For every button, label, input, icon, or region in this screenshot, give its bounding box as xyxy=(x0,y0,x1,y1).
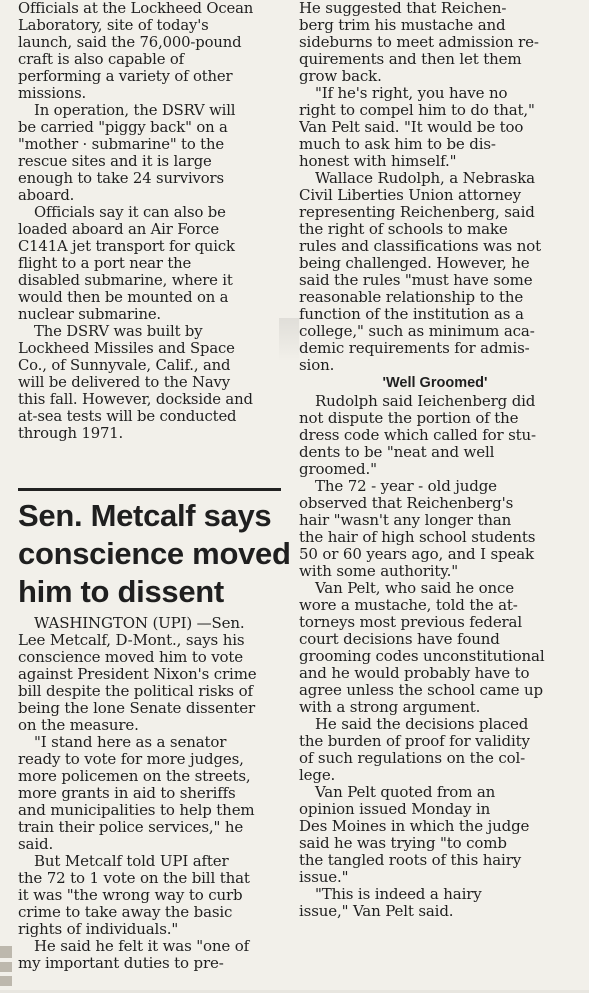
article-line: demic requirements for admis- xyxy=(299,340,530,357)
article-line: with some authority." xyxy=(299,563,459,580)
article-line: being the lone Senate dissenter xyxy=(18,700,255,717)
article-line: In operation, the DSRV will xyxy=(34,102,236,119)
article-line: opinion issued Monday in xyxy=(299,801,491,818)
article-line: college," such as minimum aca- xyxy=(299,323,535,340)
article-line: dress code which called for stu- xyxy=(299,427,536,444)
article-line: train their police services," he xyxy=(18,819,244,836)
headline-line: him to dissent xyxy=(18,574,224,609)
article-line: more grants in aid to sheriffs xyxy=(18,785,236,802)
article-line: Van Pelt quoted from an xyxy=(315,784,496,801)
article-line: 50 or 60 years ago, and I speak xyxy=(299,546,534,563)
article-line: "mother · submarine" to the xyxy=(18,136,224,153)
article-line: reasonable relationship to the xyxy=(299,289,524,306)
article-line: at-sea tests will be conducted xyxy=(18,408,237,425)
article-line: ready to vote for more judges, xyxy=(18,751,244,768)
article-line: rules and classifications was not xyxy=(299,238,541,255)
article-line: craft is also capable of xyxy=(18,51,184,68)
article-line: berg trim his mustache and xyxy=(299,17,506,34)
article-line: this fall. However, dockside and xyxy=(18,391,253,408)
article-line: the right of schools to make xyxy=(299,221,508,238)
article-line: Officials say it can also be xyxy=(34,204,226,221)
article-line: But Metcalf told UPI after xyxy=(34,853,229,870)
article-line: rights of individuals." xyxy=(18,921,179,938)
article-line: The 72 - year - old judge xyxy=(315,478,497,495)
article-line: enough to take 24 survivors xyxy=(18,170,224,187)
article-line: bill despite the political risks of xyxy=(18,683,253,700)
article-line: it was "the wrong way to curb xyxy=(18,887,243,904)
article-line: Van Pelt, who said he once xyxy=(315,580,514,597)
article-line: He said he felt it was "one of xyxy=(34,938,250,955)
article-line: wore a mustache, told the at- xyxy=(299,597,518,614)
article-line: conscience moved him to vote xyxy=(18,649,244,666)
article-line: sion. xyxy=(299,357,335,374)
article-line: lege. xyxy=(299,767,336,784)
article-line: dents to be "neat and well xyxy=(299,444,495,461)
article-line: aboard. xyxy=(18,187,75,204)
article-line: C141A jet transport for quick xyxy=(18,238,235,255)
article-line: Laboratory, site of today's xyxy=(18,17,209,34)
article-line: Co., of Sunnyvale, Calif., and xyxy=(18,357,231,374)
article-line: rescue sites and it is large xyxy=(18,153,212,170)
article-line: He suggested that Reichen- xyxy=(299,0,507,17)
article-line: Lee Metcalf, D-Mont., says his xyxy=(18,632,245,649)
article-line: function of the institution as a xyxy=(299,306,524,323)
headline-line: Sen. Metcalf says xyxy=(18,498,272,533)
article-line: through 1971. xyxy=(18,425,124,442)
article-line: court decisions have found xyxy=(299,631,500,648)
metcalf-story-body xyxy=(18,615,281,972)
article-line: Lockheed Missiles and Space xyxy=(18,340,235,357)
article-line: on the measure. xyxy=(18,717,139,734)
article-line: against President Nixon's crime xyxy=(18,666,257,683)
article-line: Des Moines in which the judge xyxy=(299,818,530,835)
article-line: observed that Reichenberg's xyxy=(299,495,514,512)
dateline: WASHINGTON (UPI) —Sen. xyxy=(34,615,245,632)
article-line: more policemen on the streets, xyxy=(18,768,251,785)
article-line: my important duties to pre- xyxy=(18,955,224,972)
article-line: issue," Van Pelt said. xyxy=(299,903,454,920)
article-line: honest with himself." xyxy=(299,153,457,170)
article-line: with a strong argument. xyxy=(299,699,481,716)
article-line: He said the decisions placed xyxy=(315,716,529,733)
article-line: not dispute the portion of the xyxy=(299,410,519,427)
article-line: being challenged. However, he xyxy=(299,255,530,272)
article-line: right to compel him to do that," xyxy=(299,102,535,119)
article-line: grooming codes unconstitutional xyxy=(299,648,545,665)
article-line: "This is indeed a hairy xyxy=(315,886,482,903)
right-column xyxy=(299,0,571,993)
article-line: and he would probably have to xyxy=(299,665,530,682)
article-line: disabled submarine, where it xyxy=(18,272,233,289)
article-line: launch, said the 76,000-pound xyxy=(18,34,242,51)
article-line: sideburns to meet admission re- xyxy=(299,34,539,51)
article-line: said he was trying "to comb xyxy=(299,835,507,852)
article-line: the tangled roots of this hairy xyxy=(299,852,522,869)
article-line: loaded aboard an Air Force xyxy=(18,221,219,238)
article-line: agree unless the school came up xyxy=(299,682,543,699)
article-line: much to ask him to be dis- xyxy=(299,136,496,153)
article-line: of such regulations on the col- xyxy=(299,750,526,767)
article-line: said the rules "must have some xyxy=(299,272,533,289)
article-line: issue." xyxy=(299,869,349,886)
article-line: hair "wasn't any longer than xyxy=(299,512,512,529)
margin-mark xyxy=(0,962,12,972)
article-line: would then be mounted on a xyxy=(18,289,229,306)
section-subhead: 'Well Groomed' xyxy=(382,375,488,391)
article-line: crime to take away the basic xyxy=(18,904,233,921)
article-line: and municipalities to help them xyxy=(18,802,255,819)
article-line: Civil Liberties Union attorney xyxy=(299,187,521,204)
article-line: flight to a port near the xyxy=(18,255,192,272)
article-line: the hair of high school students xyxy=(299,529,536,546)
article-line: torneys most previous federal xyxy=(299,614,523,631)
article-line: will be delivered to the Navy xyxy=(18,374,230,391)
right-top-article xyxy=(299,0,571,920)
article-line: "I stand here as a senator xyxy=(34,734,227,751)
headline-line: conscience moved xyxy=(18,536,291,571)
article-line: Officials at the Lockheed Ocean xyxy=(18,0,254,17)
article-line: quirements and then let them xyxy=(299,51,522,68)
article-line: the 72 to 1 vote on the bill that xyxy=(18,870,250,887)
article-line: said. xyxy=(18,836,54,853)
article-line: nuclear submarine. xyxy=(18,306,161,323)
margin-mark xyxy=(0,976,12,986)
article-line: missions. xyxy=(18,85,87,102)
article-line: be carried "piggy back" on a xyxy=(18,119,228,136)
article-line: Rudolph said Ieichenberg did xyxy=(315,393,536,410)
article-line: "If he's right, you have no xyxy=(315,85,508,102)
page-smudge xyxy=(279,318,299,362)
article-line: the burden of proof for validity xyxy=(299,733,530,750)
metcalf-article xyxy=(18,488,291,972)
article-line: groomed." xyxy=(299,461,377,478)
article-line: grow back. xyxy=(299,68,382,85)
article-line: Wallace Rudolph, a Nebraska xyxy=(315,170,535,187)
article-line: Van Pelt said. "It would be too xyxy=(299,119,524,136)
article-line: performing a variety of other xyxy=(18,68,233,85)
article-line: representing Reichenberg, said xyxy=(299,204,535,221)
article-line: The DSRV was built by xyxy=(34,323,203,340)
left-top-article xyxy=(18,0,281,442)
margin-mark xyxy=(0,946,12,958)
